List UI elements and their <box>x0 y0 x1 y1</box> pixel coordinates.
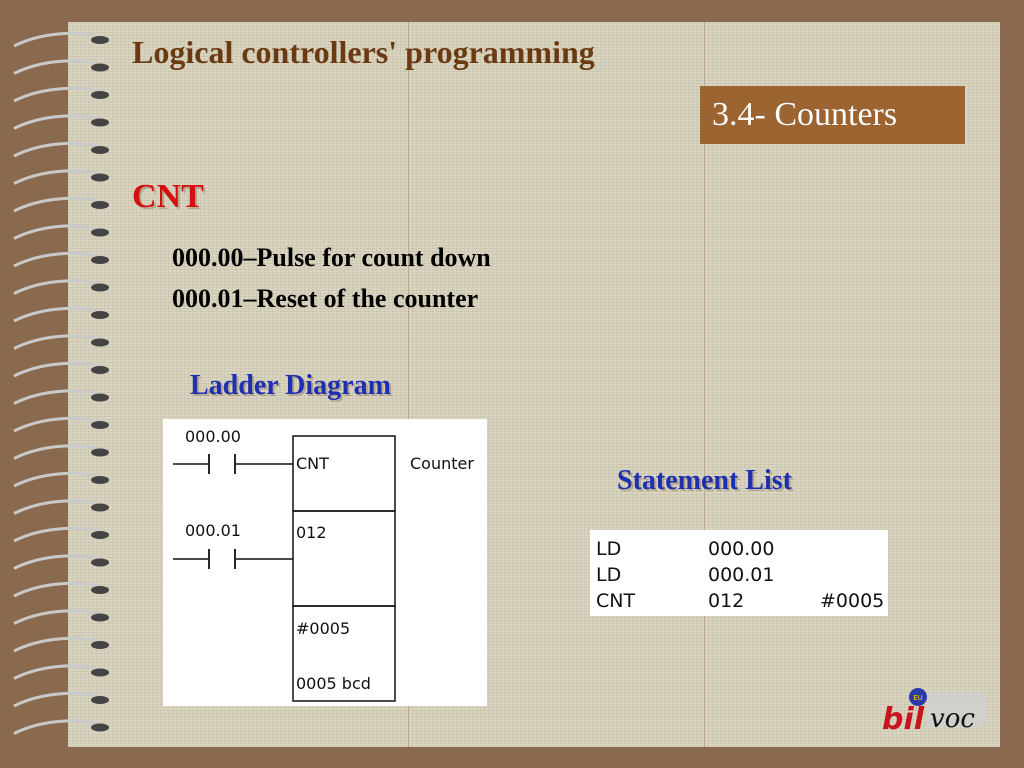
spiral-hole <box>91 559 109 567</box>
spiral-binding <box>12 26 112 746</box>
contact-label-1: 000.00 <box>185 427 241 446</box>
spiral-ring <box>14 638 104 651</box>
counter-tag: Counter <box>410 454 474 473</box>
bilvoc-logo <box>880 685 988 735</box>
spiral-ring <box>14 116 104 129</box>
spiral-ring <box>14 363 104 376</box>
spiral-ring <box>14 336 104 349</box>
spiral-hole <box>91 669 109 677</box>
spiral-ring <box>14 556 104 569</box>
spiral-hole <box>91 394 109 402</box>
spiral-ring <box>14 171 104 184</box>
svg-text:voc: voc <box>930 704 975 734</box>
spiral-ring <box>14 143 104 156</box>
spiral-ring <box>14 693 104 706</box>
statement-operand: 000.01 <box>708 564 775 586</box>
spiral-ring <box>14 61 104 74</box>
description-line-1: 000.00–Pulse for count down <box>172 243 491 272</box>
spiral-ring <box>14 88 104 101</box>
counter-box-label: CNT <box>296 454 329 473</box>
spiral-hole <box>91 119 109 127</box>
contact-label-2: 000.01 <box>185 521 241 540</box>
counter-present-value: 0005 bcd <box>296 674 371 693</box>
spiral-hole <box>91 174 109 182</box>
spiral-hole <box>91 586 109 594</box>
spiral-hole <box>91 146 109 154</box>
svg-text:bil: bil <box>882 702 925 735</box>
spiral-hole <box>91 724 109 732</box>
spiral-hole <box>91 476 109 484</box>
description-line-2: 000.01–Reset of the counter <box>172 284 479 313</box>
spiral-hole <box>91 201 109 209</box>
spiral-hole <box>91 366 109 374</box>
spiral-ring <box>14 721 104 734</box>
spiral-ring <box>14 198 104 211</box>
statement-operand: 012 <box>708 590 745 612</box>
spiral-hole <box>91 339 109 347</box>
spiral-ring <box>14 418 104 431</box>
spiral-hole <box>91 36 109 44</box>
spiral-ring <box>14 501 104 514</box>
counter-setpoint: #0005 <box>296 619 351 638</box>
instruction-heading: CNT <box>132 178 204 215</box>
spiral-hole <box>91 256 109 264</box>
ladder-diagram <box>163 419 487 706</box>
statement-list <box>590 530 888 616</box>
spiral-ring <box>14 528 104 541</box>
statement-row <box>590 590 888 616</box>
spiral-hole <box>91 504 109 512</box>
spiral-hole <box>91 614 109 622</box>
svg-text:EU: EU <box>913 694 923 702</box>
spiral-ring <box>14 226 104 239</box>
spiral-ring <box>14 308 104 321</box>
spiral-hole <box>91 531 109 539</box>
statement-op: LD <box>596 538 622 560</box>
spiral-hole <box>91 696 109 704</box>
counter-number: 012 <box>296 523 327 542</box>
spiral-hole <box>91 64 109 72</box>
section-label: 3.4- Counters <box>712 96 898 133</box>
statement-list-heading: Statement List <box>617 465 792 496</box>
spiral-hole <box>91 641 109 649</box>
spiral-ring <box>14 281 104 294</box>
spiral-hole <box>91 449 109 457</box>
spiral-ring <box>14 253 104 266</box>
spiral-hole <box>91 91 109 99</box>
spiral-ring <box>14 446 104 459</box>
ladder-diagram-heading: Ladder Diagram <box>190 370 391 401</box>
statement-op: CNT <box>596 590 636 612</box>
statement-extra: #0005 <box>820 590 885 612</box>
spiral-hole <box>91 311 109 319</box>
statement-op: LD <box>596 564 622 586</box>
statement-row <box>590 564 888 590</box>
spiral-ring <box>14 611 104 624</box>
spiral-ring <box>14 666 104 679</box>
spiral-hole <box>91 284 109 292</box>
spiral-hole <box>91 421 109 429</box>
statement-row <box>590 538 888 564</box>
statement-operand: 000.00 <box>708 538 775 560</box>
spiral-ring <box>14 391 104 404</box>
spiral-ring <box>14 583 104 596</box>
slide-title: Logical controllers' programming <box>132 34 595 70</box>
spiral-ring <box>14 473 104 486</box>
spiral-hole <box>91 229 109 237</box>
spiral-ring <box>14 33 104 46</box>
